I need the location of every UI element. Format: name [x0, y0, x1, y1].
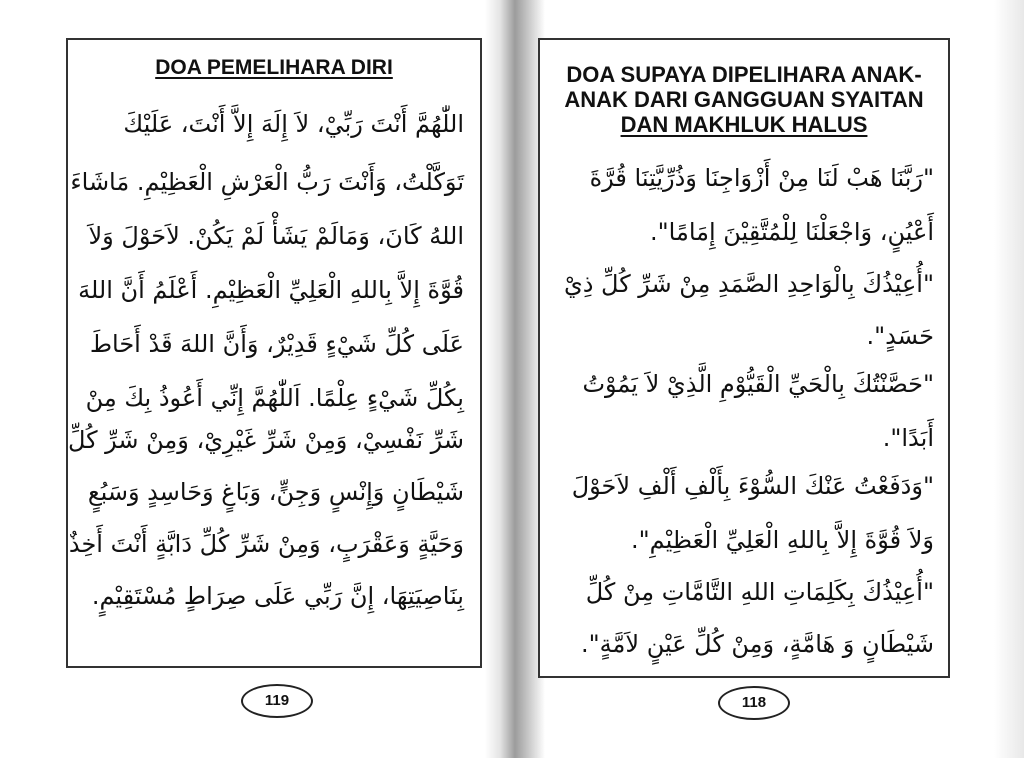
left-page-frame: [66, 38, 482, 668]
left-arabic-line: تَوَكَّلْتُ، وَأَنْتَ رَبُّ الْعَرْشِ الْعَظِيْمِ. مَاشَاءَ: [70, 168, 464, 196]
right-arabic-line: أَعْيُنٍ، وَاجْعَلْنَا لِلْمُتَّقِيْنَ إِمَامًا".: [649, 218, 934, 246]
book-spine-shadow: [485, 0, 545, 758]
left-arabic-line: قُوَّةَ إِلاَّ بِاللهِ الْعَلِيِّ الْعَظِيْمِ. أَعْلَمُ أَنَّ اللهَ: [78, 276, 464, 304]
left-arabic-line: بِنَاصِيَتِهَا، إِنَّ رَبِّي عَلَى صِرَاطٍ مُسْتَقِيْمٍ.: [91, 582, 464, 610]
left-arabic-line: اللّٰهُمَّ أَنْتَ رَبِّيْ، لاَ إِلَهَ إِلاَّ أَنْتَ، عَلَيْكَ: [123, 110, 464, 138]
right-arabic-line: "حَصَّنْتُكَ بِالْحَيِّ الْقَيُّوْمِ الَّذِيْ لاَ يَمُوْتُ: [582, 370, 934, 398]
left-arabic-line: بِكُلِّ شَيْءٍ عِلْمًا. اَللّٰهُمَّ إِنِّي أَعُوذُ بِكَ مِنْ: [85, 384, 464, 412]
left-arabic-line: شَرِّ نَفْسِيْ، وَمِنْ شَرِّ غَيْرِيْ، وَمِنْ شَرِّ كُلِّ: [67, 426, 464, 454]
right-arabic-line: "أُعِيْذُكَ بِكَلِمَاتِ اللهِ التَّامَّاتِ مِنْ كُلِّ: [585, 578, 934, 606]
right-arabic-line: "أُعِيْذُكَ بِالْوَاحِدِ الصَّمَدِ مِنْ شَرِّ كُلِّ ذِيْ: [563, 270, 934, 298]
right-title-line3: DAN MAKHLUK HALUS: [620, 112, 868, 137]
right-page-frame: [538, 38, 950, 678]
left-page-title: DOA PEMELIHARA DIRI: [155, 56, 393, 79]
right-arabic-line: شَيْطَانٍ وَ هَامَّةٍ، وَمِنْ كُلِّ عَيْنٍ لاَمَّةٍ".: [580, 630, 934, 658]
right-title-line1: DOA SUPAYA DIPELIHARA ANAK-: [566, 62, 922, 87]
right-arabic-line: وَلاَ قُوَّةَ إِلاَّ بِاللهِ الْعَلِيِّ الْعَظِيْمِ".: [631, 526, 934, 554]
right-arabic-line: "رَبَّنَا هَبْ لَنَا مِنْ أَزْوَاجِنَا وَذُرِّيَّتِنَا قُرَّةَ: [589, 164, 934, 192]
left-arabic-line: شَيْطَانٍ وَإِنْسٍ وَجِنٍّ، وَبَاغٍ وَحَاسِدٍ وَسَبُعٍ: [87, 478, 464, 506]
left-arabic-line: اللهُ كَانَ، وَمَالَمْ يَشَأْ لَمْ يَكُنْ. لاَحَوْلَ وَلاَ: [88, 222, 464, 250]
right-title-line2: ANAK DARI GANGGUAN SYAITAN: [564, 87, 924, 112]
left-arabic-line: عَلَى كُلِّ شَيْءٍ قَدِيْرٌ، وَأَنَّ اللهَ قَدْ أَحَاطَ: [89, 330, 464, 358]
page-edge-shadow: [994, 0, 1024, 758]
right-arabic-line: "وَدَفَعْتُ عَنْكَ السُّوْءَ بِأَلْفِ أَلْفِ لاَحَوْلَ: [571, 472, 934, 500]
left-page-number: 119: [241, 684, 313, 718]
right-arabic-line: حَسَدٍ".: [866, 322, 934, 350]
right-page-number: 118: [718, 686, 790, 720]
right-page-title: [548, 62, 940, 137]
right-arabic-line: أَبَدًا".: [882, 424, 934, 452]
left-arabic-line: وَحَيَّةٍ وَعَقْرَبٍ، وَمِنْ شَرِّ كُلِّ دَابَّةٍ أَنْتَ أَخِذٌ: [68, 530, 464, 558]
